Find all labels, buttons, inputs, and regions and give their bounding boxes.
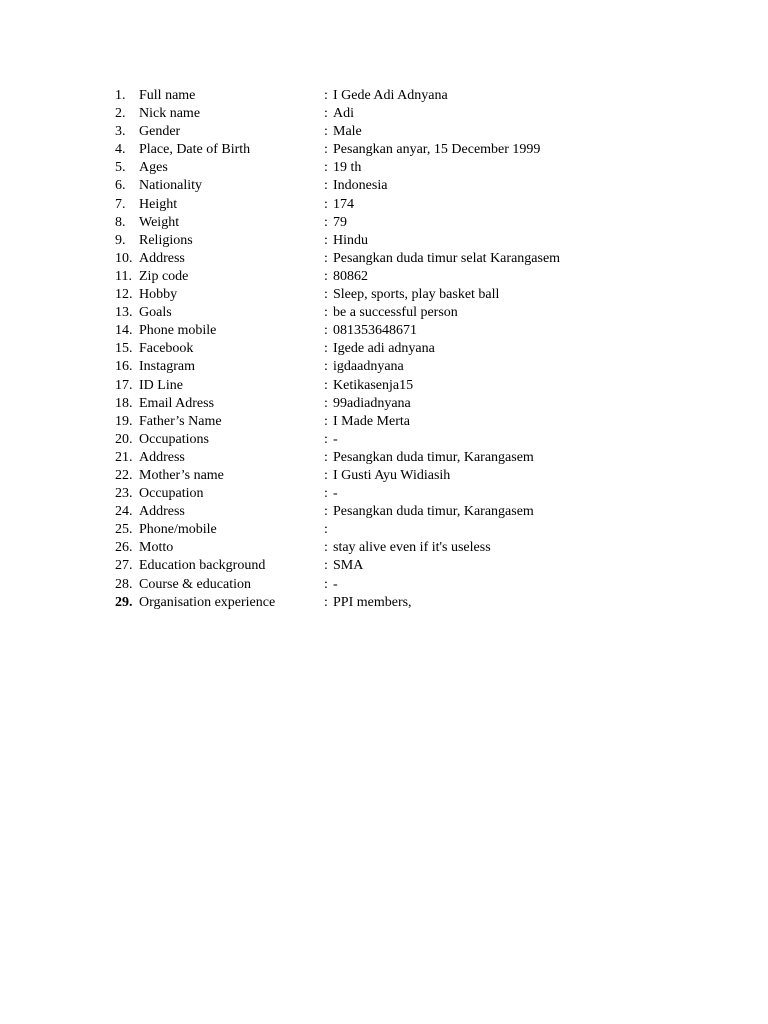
- item-value: I Made Merta: [333, 413, 410, 429]
- item-label: Address: [139, 250, 185, 266]
- item-separator: :: [324, 287, 328, 303]
- item-number: 27.: [115, 558, 133, 574]
- item-label: Address: [139, 449, 185, 465]
- item-value: Pesangkan anyar, 15 December 1999: [333, 142, 541, 158]
- list-item: [0, 123, 768, 141]
- list-item: [0, 268, 768, 286]
- item-number: 2.: [115, 106, 126, 122]
- item-separator: :: [324, 232, 328, 248]
- item-number: 12.: [115, 287, 133, 303]
- item-number: 25.: [115, 522, 133, 538]
- item-value: I Gede Adi Adnyana: [333, 88, 448, 103]
- item-value: Pesangkan duda timur, Karangasem: [333, 504, 534, 520]
- item-separator: :: [324, 449, 328, 465]
- item-value: Male: [333, 124, 362, 140]
- item-label: Father’s Name: [139, 413, 222, 429]
- list-item: [0, 232, 768, 250]
- item-value: 081353648671: [333, 323, 417, 339]
- item-separator: :: [324, 431, 328, 447]
- item-value: stay alive even if it's useless: [333, 540, 491, 556]
- item-number: 6.: [115, 178, 126, 194]
- item-value: PPI members,: [333, 594, 412, 610]
- item-number: 29.: [115, 594, 133, 610]
- item-value: -: [333, 486, 338, 502]
- item-value: igdaadnyana: [333, 359, 404, 375]
- item-number: 10.: [115, 250, 133, 266]
- item-separator: :: [324, 305, 328, 321]
- item-number: 8.: [115, 214, 126, 230]
- item-value: Pesangkan duda timur selat Karangasem: [333, 250, 561, 266]
- item-number: 14.: [115, 323, 133, 339]
- list-item: [0, 159, 768, 177]
- item-value: 174: [333, 196, 354, 212]
- item-separator: :: [324, 558, 328, 574]
- item-number: 5.: [115, 160, 126, 176]
- item-separator: :: [324, 323, 328, 339]
- list-item: [0, 576, 768, 594]
- item-separator: :: [324, 341, 328, 357]
- item-label: Facebook: [139, 341, 194, 357]
- item-number: 18.: [115, 395, 133, 411]
- item-value: -: [333, 576, 338, 592]
- item-value: Sleep, sports, play basket ball: [333, 287, 500, 303]
- item-number: 28.: [115, 576, 133, 592]
- list-item: [0, 503, 768, 521]
- list-item: [0, 377, 768, 395]
- item-value: Indonesia: [333, 178, 388, 194]
- item-value: I Gusti Ayu Widiasih: [333, 467, 451, 483]
- item-value: 80862: [333, 268, 368, 284]
- item-label: Education background: [139, 558, 266, 574]
- biodata-list: [0, 87, 768, 612]
- item-separator: :: [324, 88, 328, 103]
- item-number: 9.: [115, 232, 126, 248]
- list-item: [0, 214, 768, 232]
- item-separator: :: [324, 467, 328, 483]
- list-item: [0, 413, 768, 431]
- item-separator: :: [324, 214, 328, 230]
- item-separator: :: [324, 395, 328, 411]
- item-label: Ages: [139, 160, 168, 176]
- item-label: Occupation: [139, 486, 204, 502]
- item-separator: :: [324, 160, 328, 176]
- item-label: Motto: [139, 540, 174, 556]
- item-label: Nick name: [139, 106, 201, 122]
- item-value: -: [333, 431, 338, 447]
- list-item: [0, 177, 768, 195]
- item-number: 11.: [115, 268, 132, 284]
- item-separator: :: [324, 486, 328, 502]
- list-item: [0, 250, 768, 268]
- item-separator: :: [324, 594, 328, 610]
- item-separator: :: [324, 142, 328, 158]
- list-item: [0, 141, 768, 159]
- list-item: [0, 539, 768, 557]
- list-item: [0, 449, 768, 467]
- item-label: Gender: [139, 124, 181, 140]
- item-label: ID Line: [139, 377, 183, 393]
- item-separator: :: [324, 359, 328, 375]
- list-item: [0, 594, 768, 612]
- item-number: 24.: [115, 504, 133, 520]
- item-number: 7.: [115, 196, 126, 212]
- list-item: [0, 286, 768, 304]
- item-label: Phone mobile: [139, 323, 217, 339]
- item-label: Nationality: [139, 178, 202, 194]
- item-separator: :: [324, 576, 328, 592]
- item-label: Full name: [139, 88, 196, 103]
- item-value: Pesangkan duda timur, Karangasem: [333, 449, 534, 465]
- list-item: [0, 485, 768, 503]
- item-number: 20.: [115, 431, 133, 447]
- item-label: Mother’s name: [139, 467, 224, 483]
- item-value: Hindu: [333, 232, 368, 248]
- list-item: [0, 521, 768, 539]
- item-number: 26.: [115, 540, 133, 556]
- item-separator: :: [324, 178, 328, 194]
- item-label: Address: [139, 504, 185, 520]
- list-item: [0, 304, 768, 322]
- item-separator: :: [324, 522, 328, 538]
- item-number: 22.: [115, 467, 133, 483]
- item-number: 19.: [115, 413, 133, 429]
- item-label: Place, Date of Birth: [139, 142, 251, 158]
- item-value: Adi: [333, 106, 354, 122]
- list-item: [0, 467, 768, 485]
- item-value: 79: [333, 214, 347, 230]
- item-number: 3.: [115, 124, 126, 140]
- item-number: 1.: [115, 88, 126, 103]
- item-separator: :: [324, 124, 328, 140]
- item-label: Occupations: [139, 431, 209, 447]
- item-label: Course & education: [139, 576, 251, 592]
- item-separator: :: [324, 196, 328, 212]
- item-separator: :: [324, 268, 328, 284]
- list-item: [0, 358, 768, 376]
- item-separator: :: [324, 413, 328, 429]
- list-item: [0, 105, 768, 123]
- list-item: [0, 87, 768, 105]
- item-label: Organisation experience: [139, 594, 276, 610]
- item-label: Hobby: [139, 287, 178, 303]
- item-label: Zip code: [139, 268, 189, 284]
- item-label: Email Adress: [139, 395, 215, 411]
- item-label: Instagram: [139, 359, 195, 375]
- item-separator: :: [324, 504, 328, 520]
- item-separator: :: [324, 377, 328, 393]
- item-number: 17.: [115, 377, 133, 393]
- item-label: Religions: [139, 232, 193, 248]
- list-item: [0, 322, 768, 340]
- item-value: Igede adi adnyana: [333, 341, 435, 357]
- list-item: [0, 340, 768, 358]
- item-separator: :: [324, 250, 328, 266]
- item-value: SMA: [333, 558, 364, 574]
- item-label: Goals: [139, 305, 172, 321]
- item-number: 21.: [115, 449, 133, 465]
- list-item: [0, 431, 768, 449]
- item-number: 16.: [115, 359, 133, 375]
- item-label: Height: [139, 196, 178, 212]
- item-value: 99adiadnyana: [333, 395, 411, 411]
- item-value: Ketikasenja15: [333, 377, 414, 393]
- item-number: 15.: [115, 341, 133, 357]
- list-item: [0, 196, 768, 214]
- item-number: 13.: [115, 305, 133, 321]
- item-label: Weight: [139, 214, 180, 230]
- item-value: 19 th: [333, 160, 362, 176]
- item-number: 23.: [115, 486, 133, 502]
- item-label: Phone/mobile: [139, 522, 217, 538]
- item-separator: :: [324, 540, 328, 556]
- item-number: 4.: [115, 142, 126, 158]
- list-item: [0, 557, 768, 575]
- item-separator: :: [324, 106, 328, 122]
- item-value: be a successful person: [333, 305, 458, 321]
- list-item: [0, 395, 768, 413]
